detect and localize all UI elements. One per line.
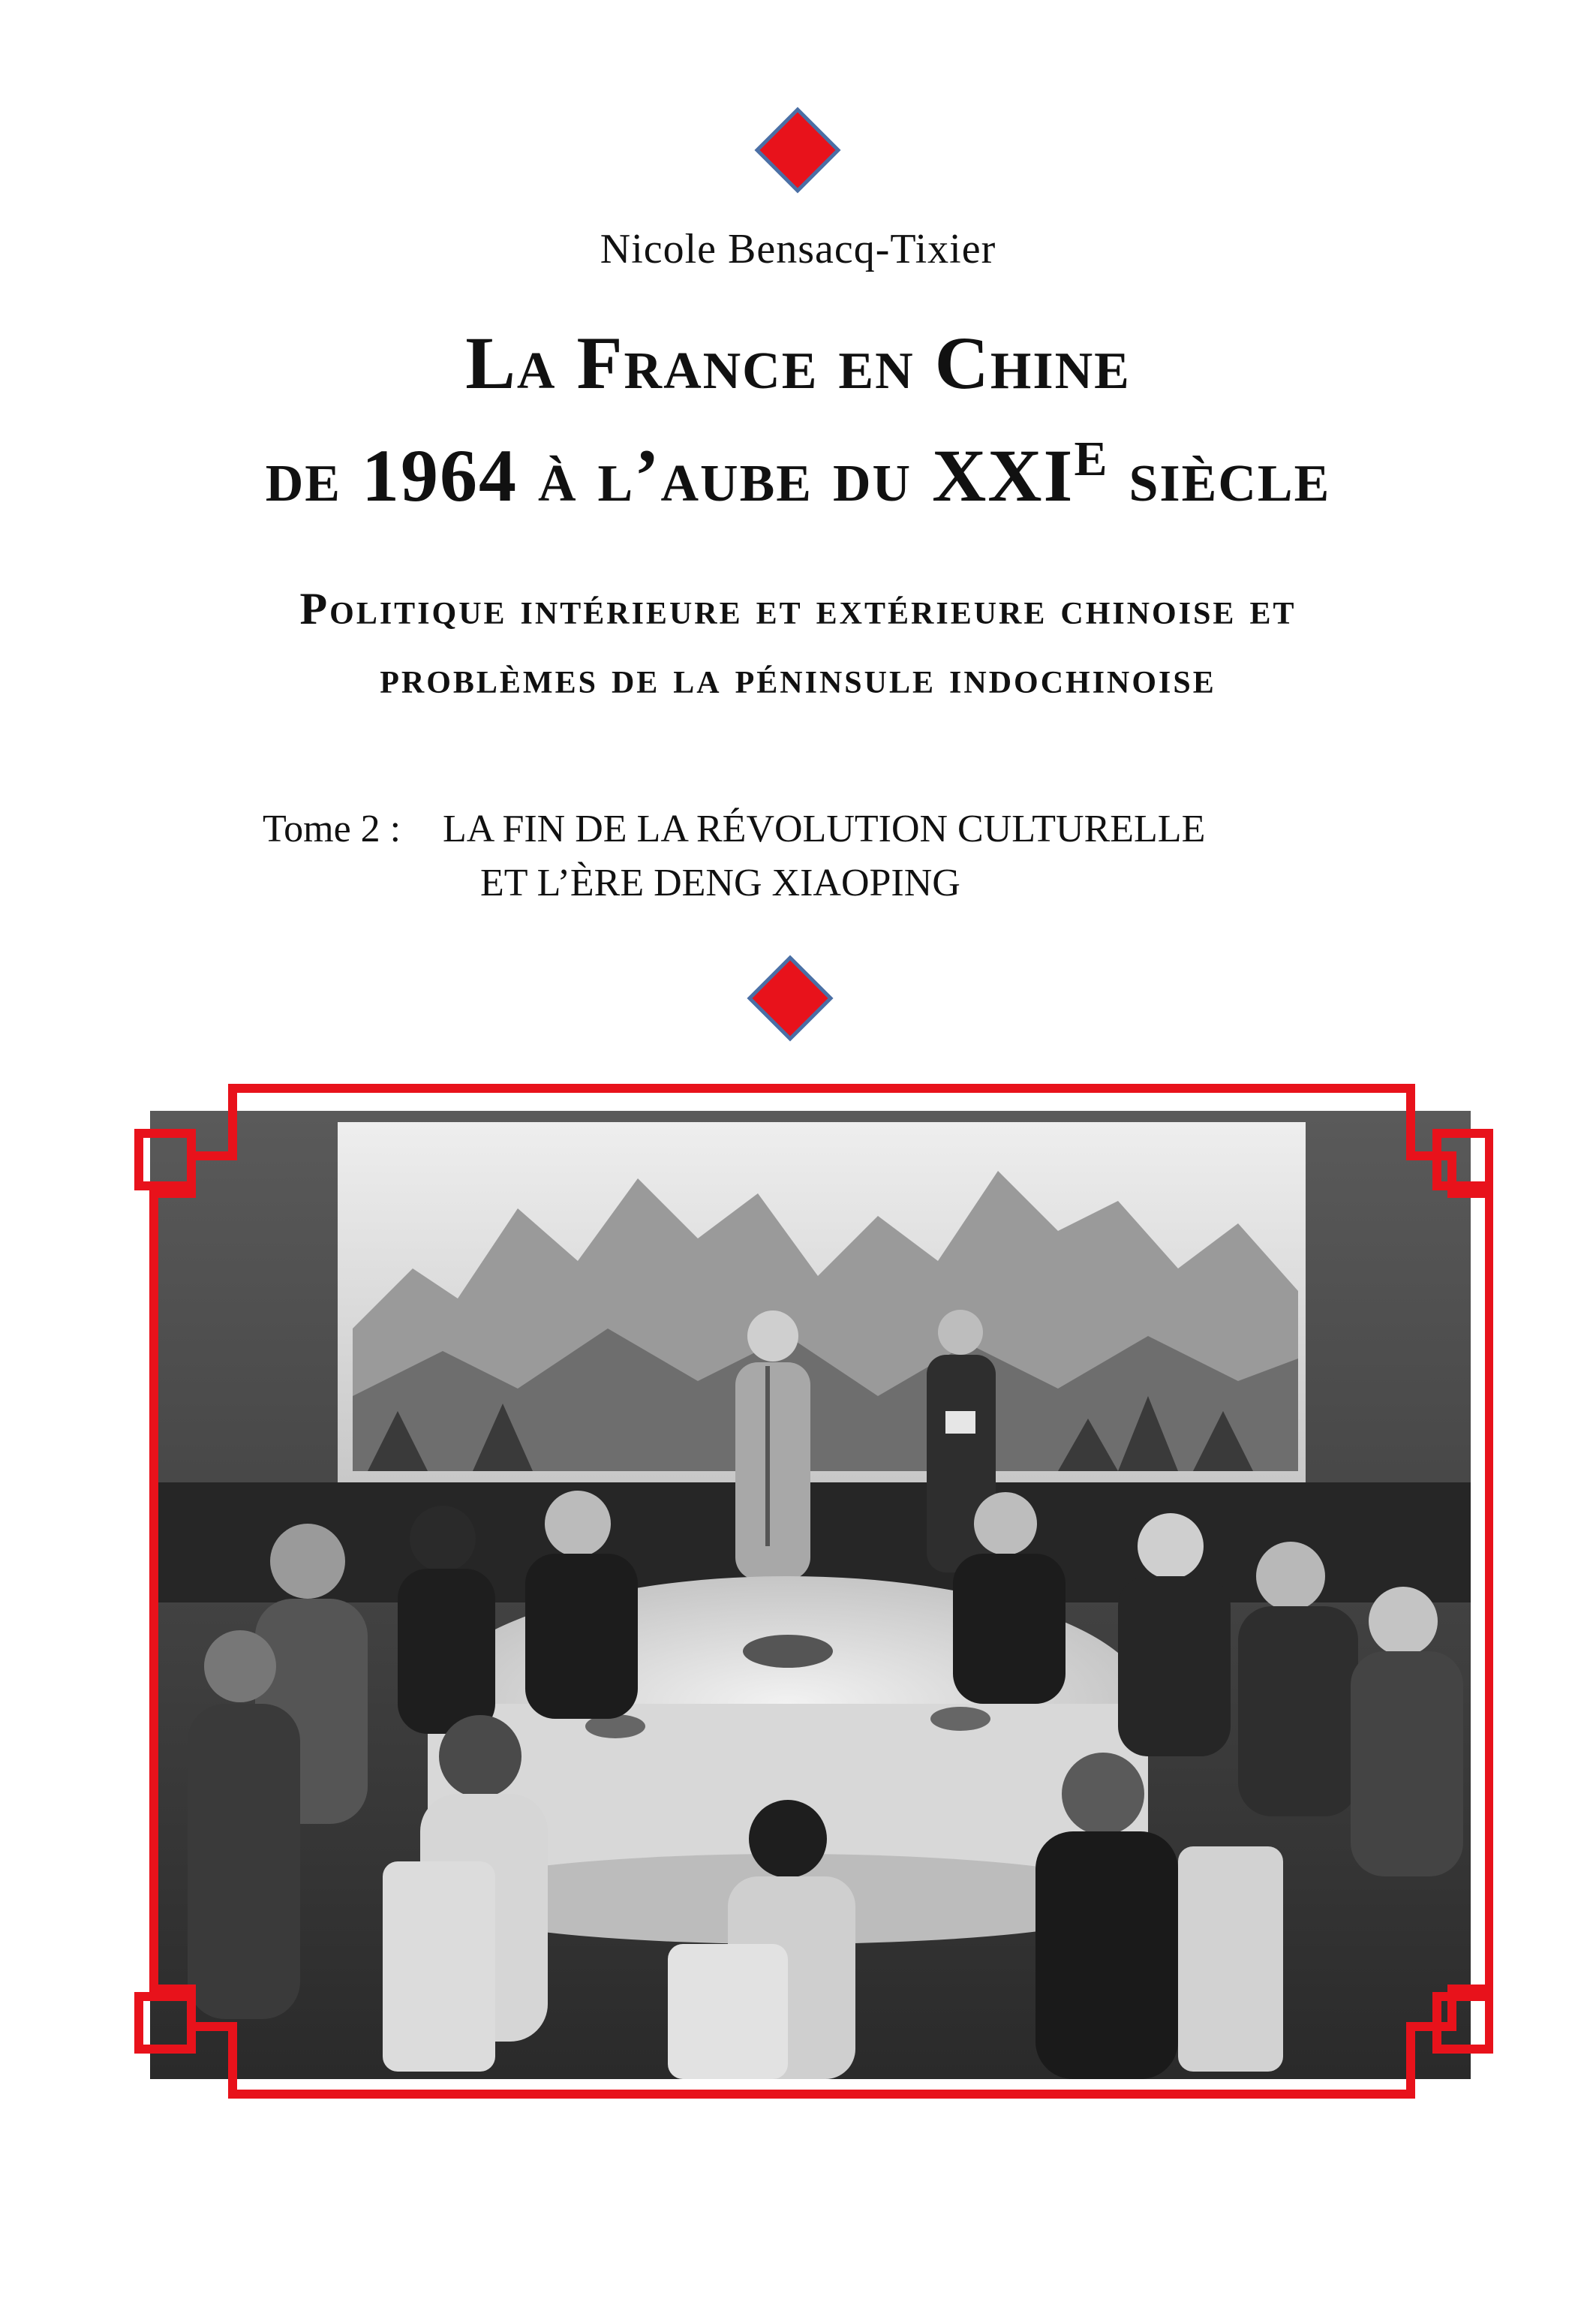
subtitle-line-1: Politique intérieure et extérieure chinoise et [299,584,1297,633]
tome-title-line-1: LA FIN DE LA RÉVOLUTION CULTURELLE [443,808,1206,850]
book-subtitle [0,574,1596,712]
landscape-painting [338,1122,1306,1482]
title-superscript: E [1074,432,1109,486]
title-line-2-end: siècle [1108,434,1331,517]
tome-title-line-2: ET L’ÈRE DENG XIAOPING [480,862,960,904]
top-diamond-icon [753,105,843,195]
bottom-diamond-icon [745,953,835,1043]
title-line-2-main: de 1964 à l’aube du XXI [265,434,1075,517]
cover-photograph [128,1081,1493,2102]
book-title [0,315,1596,524]
title-line-1: La France en Chine [465,321,1131,405]
subtitle-line-2: problèmes de la péninsule indochinoise [380,653,1216,703]
tome-label: Tome 2 : [263,808,401,850]
title-line-2 [0,411,1596,524]
author-name: Nicole Bensacq-Tixier [600,226,996,272]
